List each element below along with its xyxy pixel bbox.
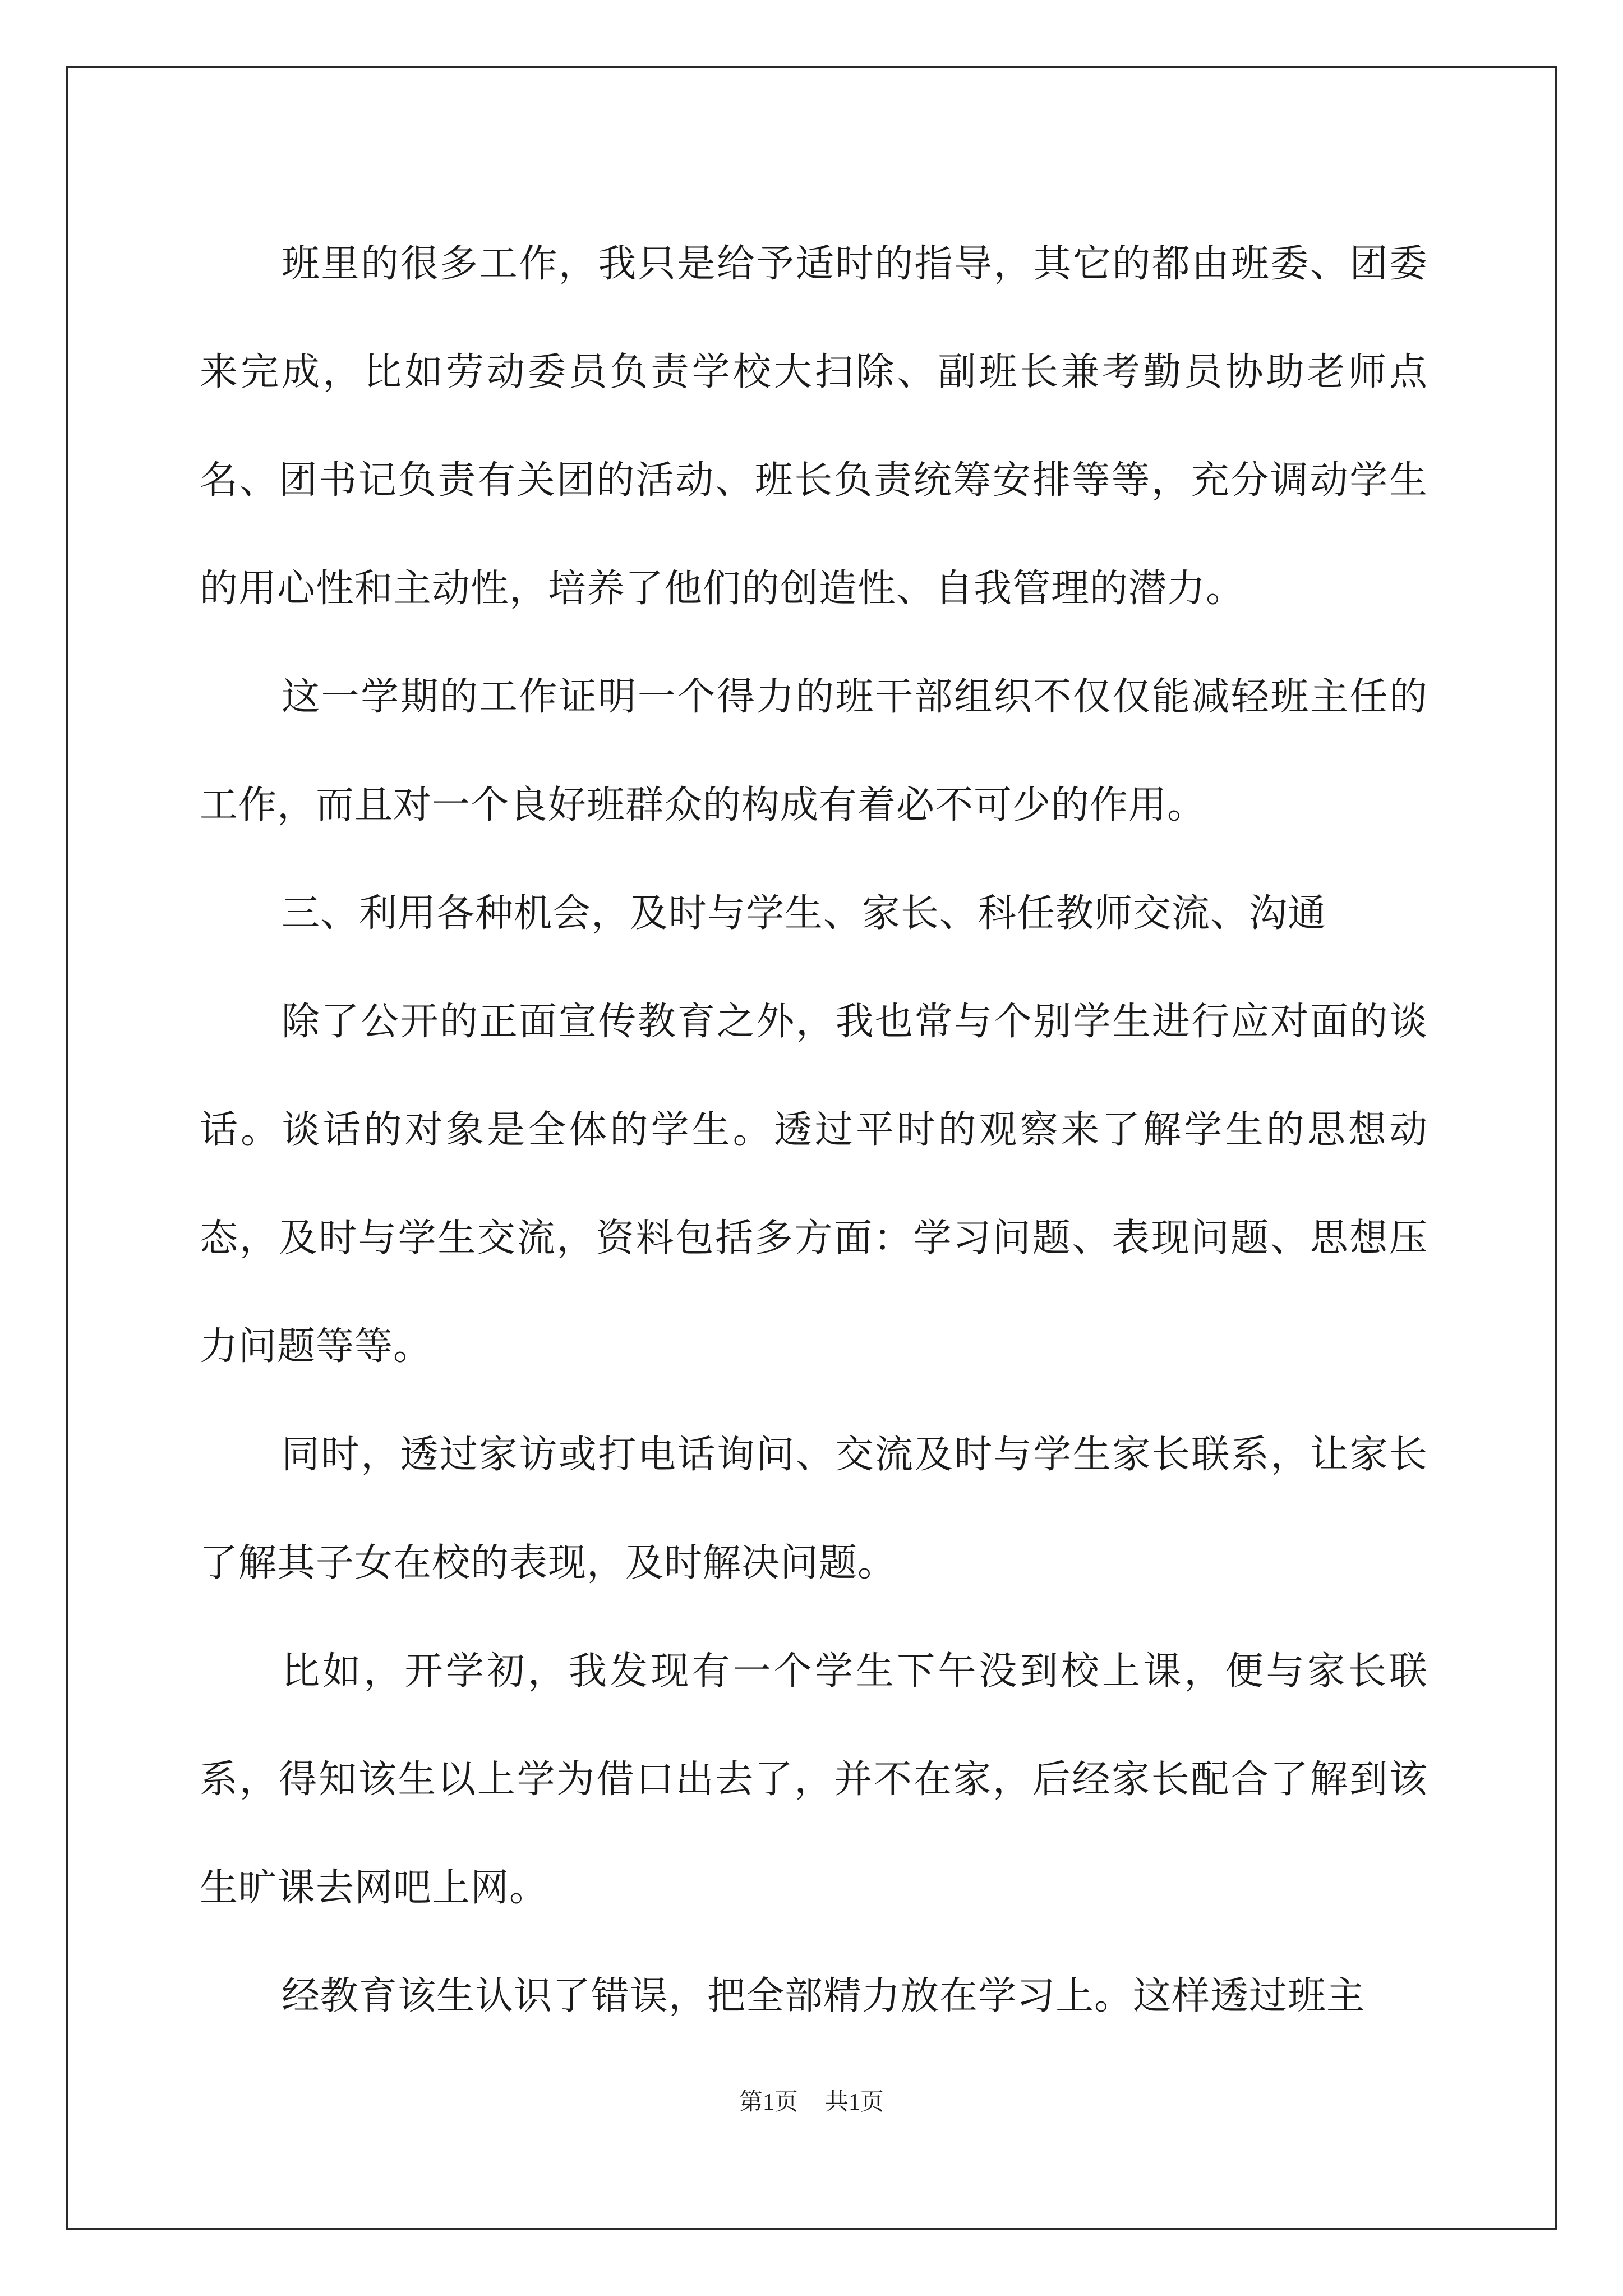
paragraph-3: 除了公开的正面宣传教育之外，我也常与个别学生进行应对面的谈话。谈话的对象是全体的学生。透过平时的观察来了解学生的思想动态，及时与学生交流，资料包括多方面：学习问题、表现问题、思想压力问题等等。 [200, 1000, 1428, 1369]
paragraph-4: 同时，透过家访或打电话询问、交流及时与学生家长联系，让家长了解其子女在校的表现，及时解决问题。 [200, 1433, 1428, 1585]
page-total: 共1页 [825, 2090, 884, 2115]
paragraph-1: 班里的很多工作，我只是给予适时的指导，其它的都由班委、团委来完成，比如劳动委员负责学校大扫除、副班长兼考勤员协助老师点名、团书记负责有关团的活动、班长负责统筹安排等等，充分调动学生的用心性和主动性，培养了他们的创造性、自我管理的潜力。 [200, 242, 1428, 611]
document-body [200, 210, 1428, 2050]
section-heading: 三、利用各种机会，及时与学生、家长、科任教师交流、沟通 [282, 891, 1327, 936]
paragraph-6: 经教育该生认识了错误，把全部精力放在学习上。这样透过班主 [282, 1974, 1366, 2018]
paragraph-5: 比如，开学初，我发现有一个学生下午没到校上课，便与家长联系，得知该生以上学为借口出去了，并不在家，后经家长配合了解到该生旷课去网吧上网。 [200, 1649, 1428, 1910]
page-footer [0, 2086, 1623, 2119]
page-number: 第1页 [739, 2090, 798, 2115]
paragraph-2: 这一学期的工作证明一个得力的班干部组织不仅仅能减轻班主任的工作，而且对一个良好班群众的构成有着必不可少的作用。 [200, 675, 1428, 827]
